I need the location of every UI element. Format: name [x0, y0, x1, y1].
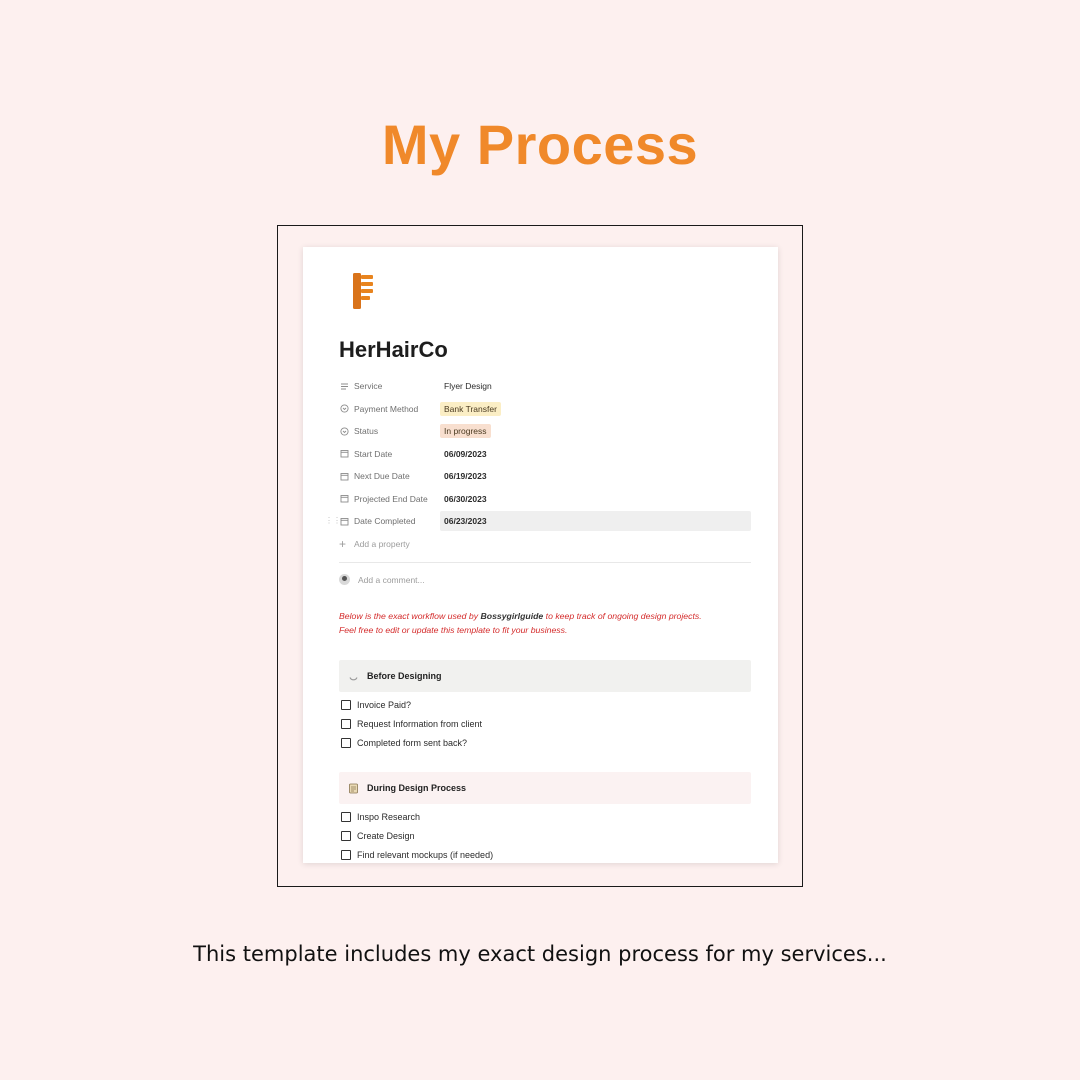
property-value[interactable]: 06/23/2023	[440, 511, 751, 531]
divider	[339, 562, 751, 563]
todo-label: Completed form sent back?	[357, 738, 468, 748]
property-next-due-date[interactable]	[339, 465, 751, 488]
property-name: Next Due Date	[354, 471, 410, 482]
status-tag[interactable]: In progress	[440, 424, 491, 438]
document-title[interactable]: HerHairCo	[339, 337, 448, 362]
loading-circle-icon	[347, 670, 359, 682]
section-before-designing[interactable]	[339, 660, 751, 692]
property-name: Service	[354, 381, 383, 392]
property-date-completed[interactable]	[325, 510, 751, 533]
property-service[interactable]	[339, 375, 751, 398]
section-during-design-process[interactable]	[339, 772, 751, 804]
property-start-date[interactable]	[339, 443, 751, 466]
checkbox[interactable]	[341, 700, 351, 710]
comb-icon	[351, 271, 375, 311]
calendar-icon	[339, 449, 349, 459]
select-icon	[339, 426, 349, 436]
property-name: Start Date	[354, 448, 393, 459]
note-text: to keep track of ongoing design projects.	[543, 611, 702, 621]
note-brand: Bossygirlguide	[480, 611, 544, 621]
select-icon	[339, 404, 349, 414]
drag-handle-icon[interactable]: ⋮⋮	[325, 516, 341, 525]
todo-item[interactable]	[341, 850, 493, 860]
page-headline: My Process	[381, 113, 699, 176]
note-text: Below is the exact workflow used by	[339, 611, 481, 621]
todo-item[interactable]	[341, 738, 467, 748]
todo-label: Request Information from client	[357, 719, 483, 729]
list-icon	[339, 381, 349, 391]
todo-label: Inspo Research	[357, 812, 421, 822]
checkbox[interactable]	[341, 850, 351, 860]
checkbox[interactable]	[341, 812, 351, 822]
notepad-icon	[347, 782, 359, 794]
todo-item[interactable]	[341, 719, 482, 729]
checkbox[interactable]	[341, 831, 351, 841]
payment-tag[interactable]: Bank Transfer	[440, 402, 501, 416]
property-value[interactable]: 06/19/2023	[444, 471, 487, 482]
plus-icon: +	[339, 536, 347, 551]
todo-item[interactable]	[341, 812, 420, 822]
property-name: Status	[354, 426, 379, 437]
avatar	[339, 574, 350, 585]
todo-label: Create Design	[357, 831, 415, 841]
note-text: Feel free to edit or update this template to fit your business.	[339, 625, 568, 635]
todo-label: Find relevant mockups (if needed)	[357, 850, 494, 860]
todo-item[interactable]	[341, 700, 411, 710]
property-payment-method[interactable]	[339, 398, 751, 421]
section-title: Before Designing	[367, 671, 442, 681]
add-property-button[interactable]	[339, 533, 751, 555]
calendar-icon	[339, 494, 349, 504]
comment-input[interactable]: Add a comment...	[358, 574, 425, 585]
todo-item[interactable]	[341, 831, 415, 841]
comment-box[interactable]	[339, 574, 425, 585]
property-list	[325, 375, 751, 555]
checkbox[interactable]	[341, 719, 351, 729]
property-name: Date Completed	[354, 516, 416, 527]
screenshot-frame	[277, 225, 803, 887]
todo-label: Invoice Paid?	[357, 700, 412, 710]
property-name: Projected End Date	[354, 493, 428, 504]
checkbox[interactable]	[341, 738, 351, 748]
property-value[interactable]: Flyer Design	[444, 381, 492, 392]
property-status[interactable]	[339, 420, 751, 443]
calendar-icon	[339, 471, 349, 481]
workflow-note	[339, 609, 751, 637]
property-projected-end-date[interactable]	[339, 488, 751, 511]
notion-page	[303, 247, 778, 863]
section-title: During Design Process	[367, 783, 467, 793]
property-name: Payment Method	[354, 403, 419, 414]
property-value[interactable]: 06/30/2023	[444, 493, 487, 504]
footer-caption: This template includes my exact design process for my services...	[193, 942, 887, 966]
property-value[interactable]: 06/09/2023	[444, 448, 487, 459]
add-property-label: Add a property	[354, 538, 410, 549]
